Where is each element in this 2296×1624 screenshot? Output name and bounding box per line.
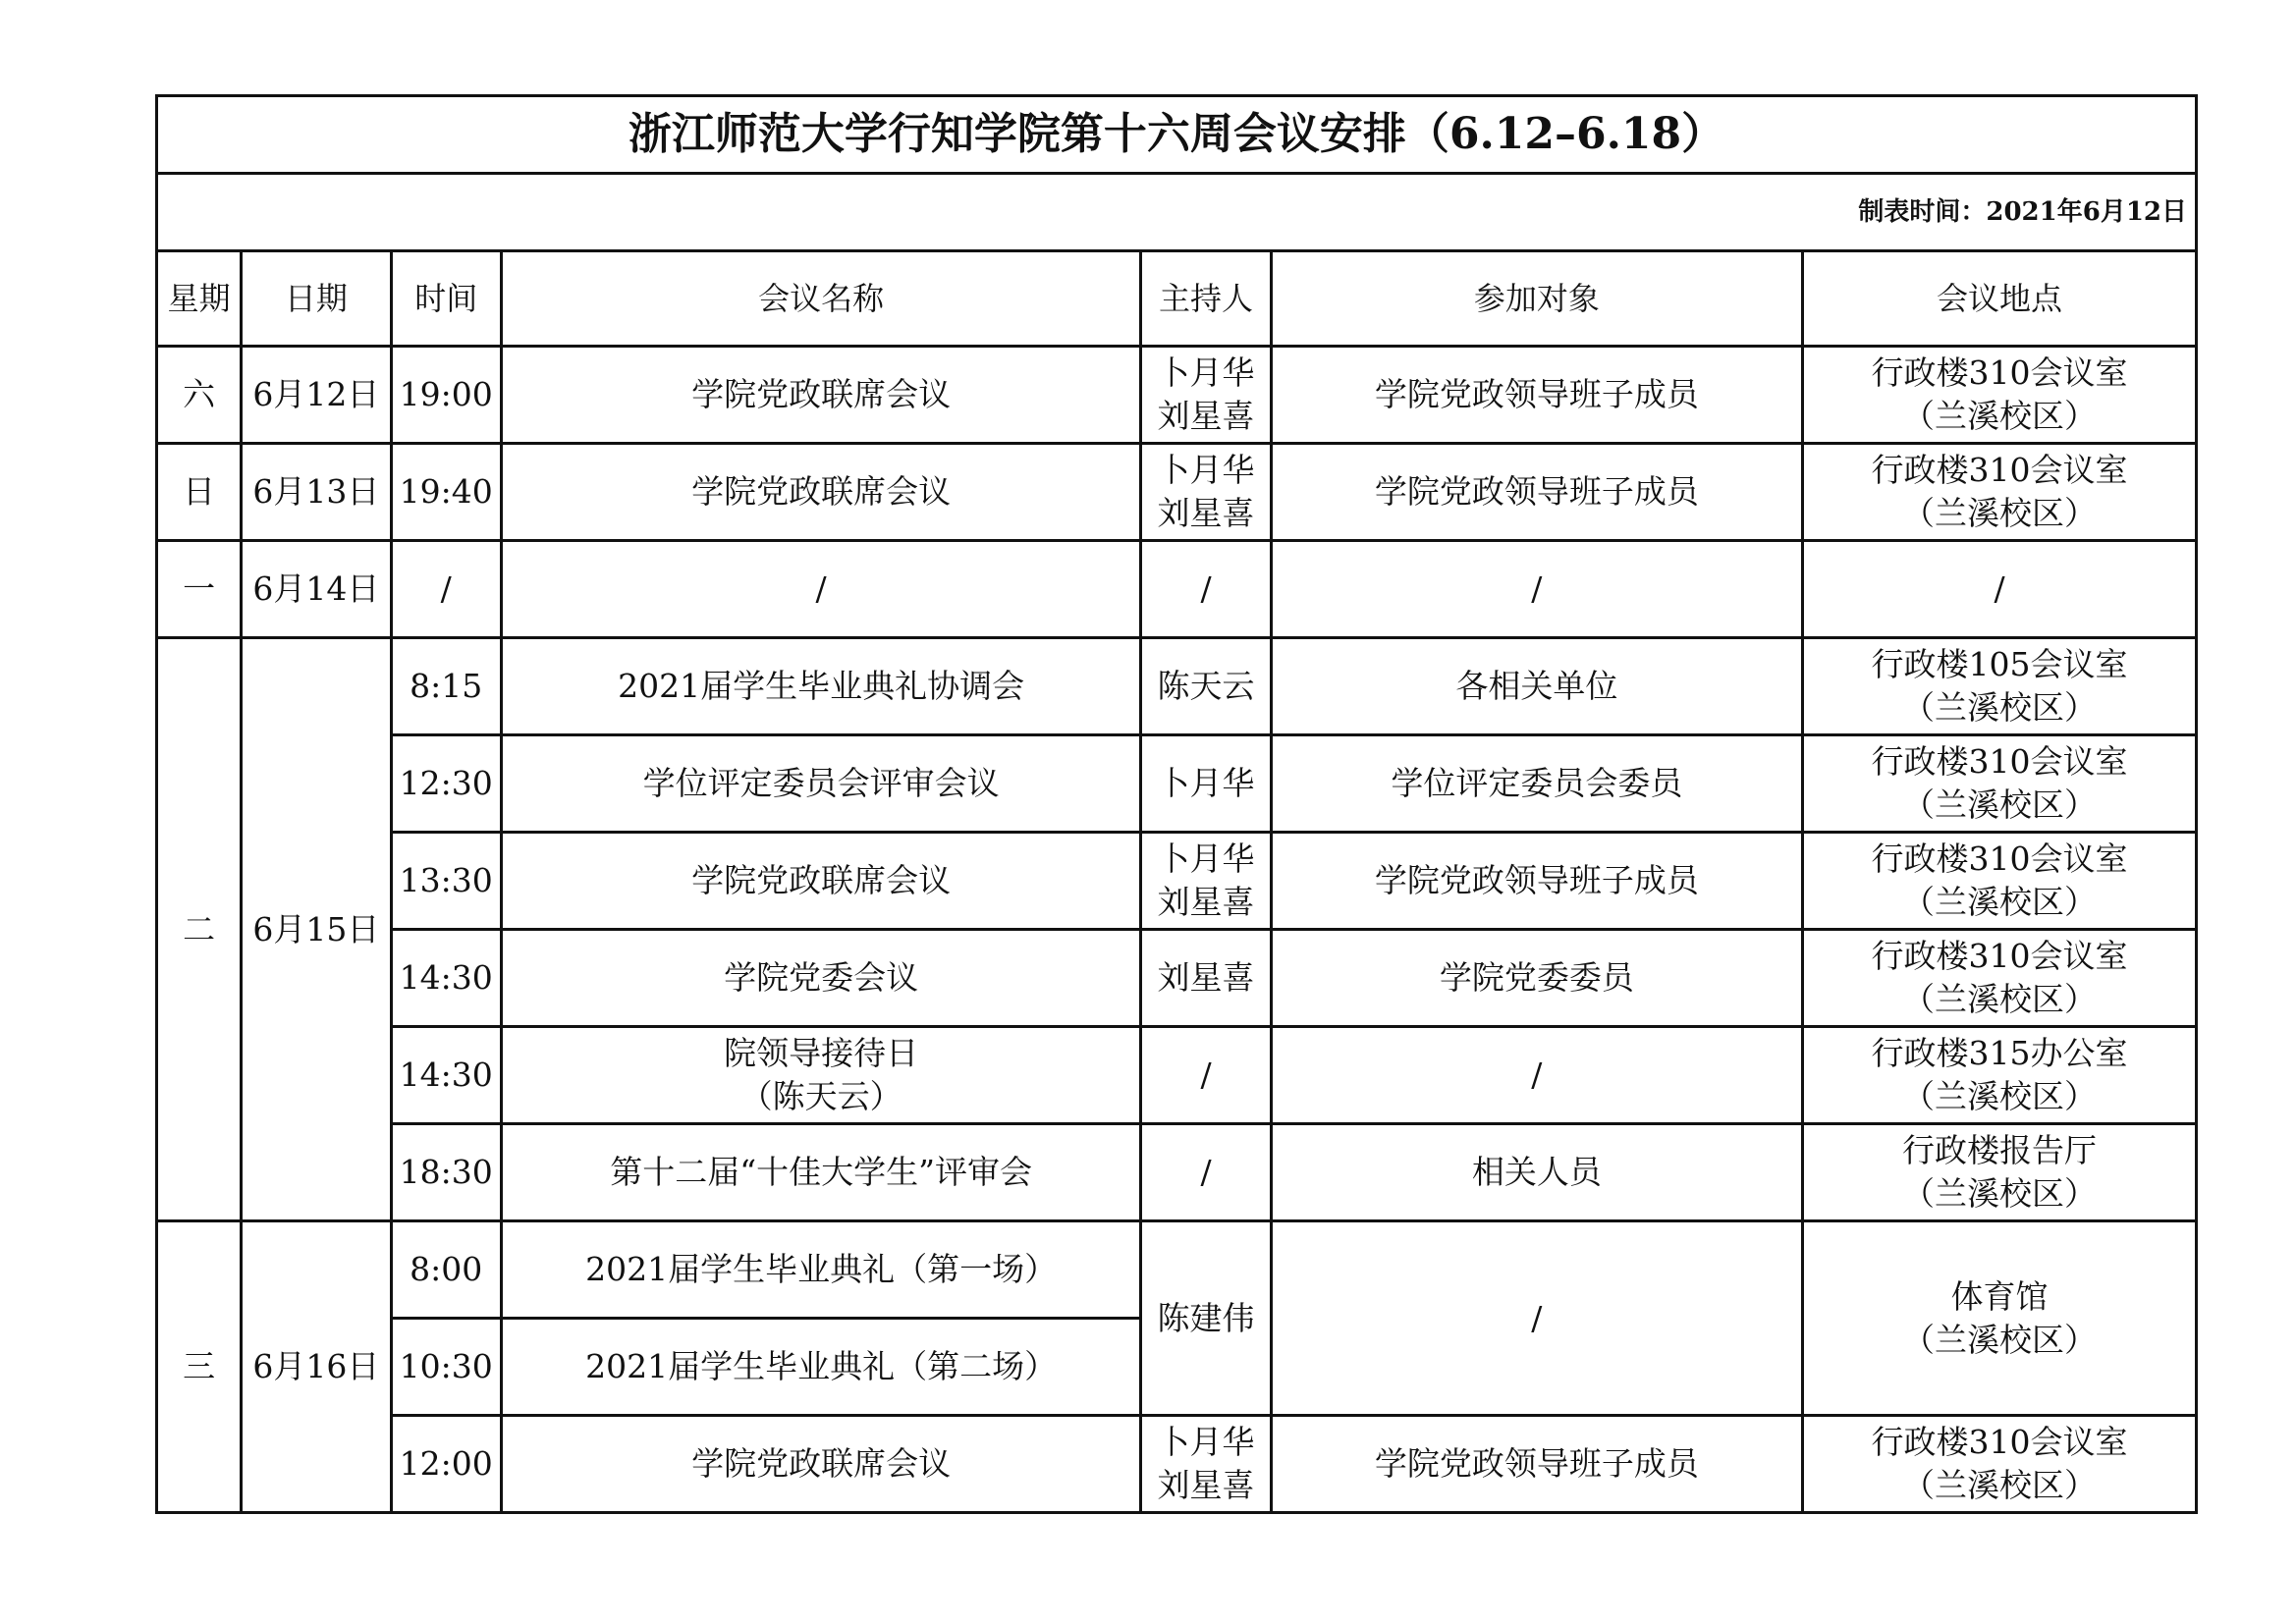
table-row (157, 541, 2197, 638)
cell-location (1803, 735, 2197, 833)
cell-location (1803, 1221, 2197, 1416)
cell-host (1141, 444, 1271, 541)
cell-attendees: 学院党政领导班子成员 (1271, 833, 1802, 930)
table-row (157, 735, 2197, 833)
cell-host (1141, 930, 1271, 1027)
cell-host-line: 卜月华 (1157, 353, 1255, 392)
cell-time: / (391, 541, 501, 638)
cell-time: 14:30 (391, 930, 501, 1027)
cell-host (1141, 1124, 1271, 1221)
table-row (157, 930, 2197, 1027)
cell-location-line: （兰溪校区） (1902, 1320, 2097, 1359)
cell-name (501, 735, 1141, 833)
table-row (157, 1027, 2197, 1124)
cell-date: 6月14日 (242, 541, 391, 638)
table-row (157, 638, 2197, 735)
cell-attendees: 相关人员 (1271, 1124, 1802, 1221)
cell-time: 12:30 (391, 735, 501, 833)
table-header (157, 251, 2197, 347)
cell-name (501, 833, 1141, 930)
cell-name: / (501, 541, 1141, 638)
cell-host (1141, 735, 1271, 833)
cell-location-line: （兰溪校区） (1902, 1466, 2097, 1504)
header-host: 主持人 (1141, 251, 1271, 347)
cell-host (1141, 347, 1271, 444)
cell-host (1141, 1221, 1271, 1416)
cell-weekday: 日 (157, 444, 242, 541)
cell-name (501, 444, 1141, 541)
table-row (157, 1221, 2197, 1319)
cell-attendees: 学院党政领导班子成员 (1271, 347, 1802, 444)
cell-time: 8:15 (391, 638, 501, 735)
cell-name (501, 930, 1141, 1027)
cell-host (1141, 1027, 1271, 1124)
cell-location-line: 行政楼310会议室 (1871, 1423, 2128, 1461)
cell-host-line: / (1200, 1056, 1212, 1094)
cell-location-line: （兰溪校区） (1902, 397, 2097, 435)
cell-attendees: 学院党政领导班子成员 (1271, 1416, 1802, 1513)
cell-location-line: 行政楼105会议室 (1871, 645, 2128, 683)
cell-location-line: 行政楼310会议室 (1871, 353, 2128, 392)
cell-name-line: 2021届学生毕业典礼协调会 (618, 667, 1025, 705)
cell-host-line: 卜月华 (1157, 764, 1255, 802)
cell-host (1141, 638, 1271, 735)
cell-location-line: 行政楼310会议室 (1871, 937, 2128, 975)
cell-time: 19:40 (391, 444, 501, 541)
table-row (157, 833, 2197, 930)
cell-host-line: 刘星喜 (1157, 494, 1255, 532)
cell-location-line: （兰溪校区） (1902, 1077, 2097, 1115)
cell-host-line: 卜月华 (1157, 1423, 1255, 1461)
cell-attendees: 各相关单位 (1271, 638, 1802, 735)
cell-date: 6月13日 (242, 444, 391, 541)
cell-time: 14:30 (391, 1027, 501, 1124)
cell-location (1803, 833, 2197, 930)
cell-location: / (1803, 541, 2197, 638)
cell-time: 8:00 (391, 1221, 501, 1319)
cell-weekday: 一 (157, 541, 242, 638)
cell-host-line: 刘星喜 (1157, 958, 1255, 997)
cell-host-line: 刘星喜 (1157, 1466, 1255, 1504)
cell-location-line: （兰溪校区） (1902, 688, 2097, 727)
cell-location-line: （兰溪校区） (1902, 494, 2097, 532)
table-row (157, 1124, 2197, 1221)
header-weekday: 星期 (157, 251, 242, 347)
header-location: 会议地点 (1803, 251, 2197, 347)
cell-location (1803, 1416, 2197, 1513)
cell-location-line: 行政楼315办公室 (1871, 1034, 2128, 1072)
cell-attendees: 学院党政领导班子成员 (1271, 444, 1802, 541)
table-row (157, 1416, 2197, 1513)
cell-name-line: 学院党委会议 (724, 958, 919, 997)
cell-weekday: 二 (157, 638, 242, 1221)
cell-name-line: 2021届学生毕业典礼（第二场） (585, 1347, 1058, 1385)
cell-host: / (1141, 541, 1271, 638)
cell-name (501, 347, 1141, 444)
header-attendees: 参加对象 (1271, 251, 1802, 347)
cell-time: 13:30 (391, 833, 501, 930)
cell-location-line: （兰溪校区） (1902, 980, 2097, 1018)
cell-location-line: 行政楼310会议室 (1871, 839, 2128, 878)
cell-name (501, 638, 1141, 735)
page-title: 浙江师范大学行知学院第十六周会议安排（6.12–6.18） (157, 96, 2197, 174)
cell-host-line: 刘星喜 (1157, 397, 1255, 435)
cell-attendees: / (1271, 1221, 1802, 1416)
cell-host (1141, 833, 1271, 930)
cell-name-line: 第十二届“十佳大学生”评审会 (610, 1153, 1032, 1191)
cell-weekday: 六 (157, 347, 242, 444)
cell-host-line: 陈建伟 (1157, 1298, 1255, 1337)
table-row (157, 347, 2197, 444)
made-time: 制表时间：2021年6月12日 (157, 174, 2197, 251)
cell-time: 18:30 (391, 1124, 501, 1221)
cell-location (1803, 444, 2197, 541)
cell-name (501, 1027, 1141, 1124)
cell-date: 6月12日 (242, 347, 391, 444)
cell-host-line: 陈天云 (1157, 667, 1255, 705)
header-date: 日期 (242, 251, 391, 347)
header-name: 会议名称 (501, 251, 1141, 347)
cell-name-line: （陈天云） (739, 1077, 902, 1115)
cell-host-line: 卜月华 (1157, 451, 1255, 489)
cell-host (1141, 1416, 1271, 1513)
cell-location-line: 行政楼310会议室 (1871, 742, 2128, 781)
cell-name (501, 1124, 1141, 1221)
cell-name-line: 学院党政联席会议 (691, 861, 952, 899)
cell-location-line: 体育馆 (1950, 1276, 2049, 1316)
meeting-schedule-table (155, 94, 2198, 1514)
cell-name-line: 学院党政联席会议 (691, 375, 952, 413)
cell-time: 12:00 (391, 1416, 501, 1513)
cell-host-line: 刘星喜 (1157, 883, 1255, 921)
cell-location (1803, 930, 2197, 1027)
cell-time: 10:30 (391, 1319, 501, 1416)
cell-date: 6月16日 (242, 1221, 391, 1513)
cell-name-line: 学位评定委员会评审会议 (642, 764, 1000, 802)
cell-name-line: 学院党政联席会议 (691, 1444, 952, 1483)
cell-name-line: 学院党政联席会议 (691, 472, 952, 511)
cell-location (1803, 1027, 2197, 1124)
cell-location-line: 行政楼报告厅 (1902, 1131, 2097, 1169)
table-row (157, 444, 2197, 541)
cell-attendees: / (1271, 541, 1802, 638)
meeting-schedule-sheet (155, 94, 2198, 1514)
header-time: 时间 (391, 251, 501, 347)
cell-name (501, 1221, 1141, 1319)
cell-time: 19:00 (391, 347, 501, 444)
cell-attendees: / (1271, 1027, 1802, 1124)
cell-location (1803, 638, 2197, 735)
cell-location-line: （兰溪校区） (1902, 883, 2097, 921)
cell-host-line: / (1200, 1153, 1212, 1191)
cell-location-line: （兰溪校区） (1902, 1174, 2097, 1213)
cell-location-line: （兰溪校区） (1902, 785, 2097, 824)
cell-name (501, 1416, 1141, 1513)
cell-name (501, 1319, 1141, 1416)
cell-attendees: 学位评定委员会委员 (1271, 735, 1802, 833)
cell-location-line: 行政楼310会议室 (1871, 451, 2128, 489)
cell-attendees: 学院党委委员 (1271, 930, 1802, 1027)
cell-location (1803, 1124, 2197, 1221)
cell-weekday: 三 (157, 1221, 242, 1513)
cell-name-line: 院领导接待日 (724, 1034, 919, 1072)
cell-location (1803, 347, 2197, 444)
cell-name-line: 2021届学生毕业典礼（第一场） (585, 1250, 1058, 1288)
cell-host-line: 卜月华 (1157, 839, 1255, 878)
cell-date: 6月15日 (242, 638, 391, 1221)
